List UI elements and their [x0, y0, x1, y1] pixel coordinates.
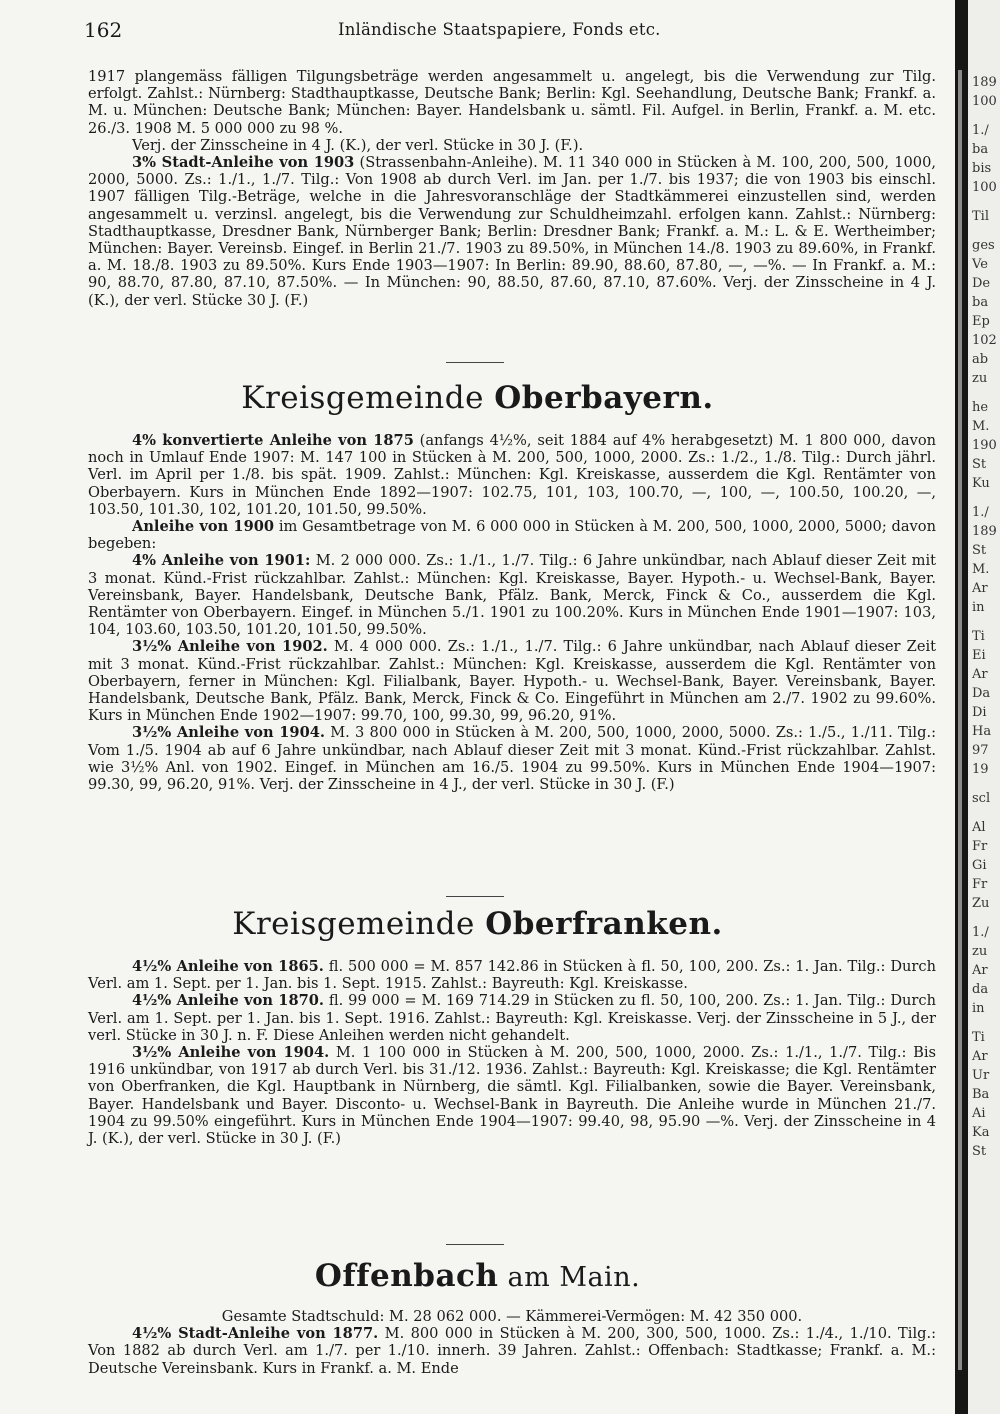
- facing-page-fragment: 97: [972, 743, 989, 758]
- facing-page-fragment: Ar: [972, 667, 988, 682]
- entry-anleihe-1870: [88, 992, 936, 1044]
- entry-body: M. 3 800 000 in Stücken à M. 200, 500, 1000, 2000, 5000. Zs.: 1./5., 1./11. Tilg.: Vom 1./5. 1904 ab auf 6 Jahre unkündbar, nach Ablauf dieser Zeit mit 3 monat. Künd.-Frist rückzahlbar. Zahlst. wie 3½% Anl. von 1902. Eingef. in München am 16./5. 1904 zu 99.50%. Kurs in München Ende 1904—1907: 99.30, 99, 96.20, 91%. Verj. der Zinsscheine in 4 J., der verl. Stücke in 30 J. (F.): [88, 724, 937, 794]
- facing-page-fragment: in: [972, 1001, 985, 1016]
- facing-page-fragment: ba: [972, 142, 989, 157]
- facing-page-edge: [968, 0, 1000, 1414]
- intro-verjaehrung: Verj. der Zinsscheine in 4 J. (K.), der verl. Stücke in 30 J. (F.).: [132, 136, 584, 154]
- oberbayern-block: [88, 432, 936, 793]
- facing-page-fragment: St: [972, 457, 987, 472]
- section-title-accent: Oberbayern.: [494, 380, 714, 416]
- facing-page-fragment: St: [972, 543, 987, 558]
- facing-page-fragment: Til: [972, 209, 989, 224]
- facing-page-fragment: zu: [972, 371, 988, 386]
- offenbach-block: [88, 1308, 936, 1377]
- facing-page-fragment: scl: [972, 791, 991, 806]
- facing-page-fragment: ba: [972, 295, 989, 310]
- entry-heading: Anleihe von 1900: [132, 518, 275, 536]
- entry-heading: 4½% Anleihe von 1870.: [132, 992, 324, 1010]
- facing-page-fragment: da: [972, 982, 989, 997]
- facing-page-fragment: Ar: [972, 1049, 988, 1064]
- intro-paragraph: 1917 plangemäss fälligen Tilgungsbeträge werden angesammelt u. angelegt, bis die Verwendung zur Tilg. erfolgt. Zahlst.: Nürnberg: Stadthauptkasse, Deutsche Bank; Berlin: Kgl. Seehandlung, Deutsche Bank; Frankf. a. M. u. München: Deutsche Bank; München: Bayer. Handelsbank u. sämtl. Fil. Aufgel. in Berlin, Frankf. a. M. etc. 26./3. 1908 M. 5 000 000 zu 98 %.: [88, 68, 936, 137]
- facing-page-fragment: 189: [972, 75, 997, 90]
- entry-body: im Gesamtbetrage von M. 6 000 000 in Stücken à M. 200, 500, 1000, 2000, 5000; davon begeben:: [88, 518, 936, 553]
- section-divider: [446, 896, 504, 897]
- entry-body: fl. 99 000 = M. 169 714.29 in Stücken zu fl. 50, 100, 200. Zs.: 1. Jan. Tilg.: Durch Verl. am 1. Sept. per 1. Jan. bis 1. Sept. 1916. Zahlst.: Bayreuth: Kgl. Kreiskasse. Verj. der Zinsscheine in 5 J., der verl. Stücke in 30 J. n. F. Diese Anleihen werden nicht gehandelt.: [88, 992, 936, 1044]
- entry-body: (anfangs 4½%, seit 1884 auf 4% herabgesetzt) M. 1 800 000, davon noch in Umlauf Ende 1907: M. 147 100 in Stücken à M. 200, 500, 1000, 2000. Zs.: 1./2., 1./8. Tilg.: Durch jährl. Verl. im April per 1./8. bis spät. 1909. Zahlst.: München: Kgl. Kreiskasse, ausserdem die Kgl. Rentämter von Oberbayern. Kurs in München Ende 1892—1907: 102.75, 101, 103, 100.70, —, 100, —, 100.50, 100.20, —, 103.50, 101.30, 102, 101.20, 101.50, 99.50%.: [88, 432, 937, 518]
- facing-page-fragment: Gi: [972, 858, 987, 873]
- facing-page-fragment: 1./: [972, 925, 989, 940]
- section-divider: [446, 1244, 504, 1245]
- facing-page-fragment: 102: [972, 333, 997, 348]
- facing-page-fragment: M.: [972, 419, 990, 434]
- entry-heading: 4½% Stadt-Anleihe von 1877.: [132, 1325, 379, 1343]
- facing-page-fragment: Al: [972, 820, 986, 835]
- section-title-rest: am Main.: [498, 1262, 641, 1293]
- page-number: 162: [84, 18, 123, 42]
- facing-page-fragment: in: [972, 600, 985, 615]
- entry-body: M. 1 100 000 in Stücken à M. 200, 500, 1000, 2000. Zs.: 1./1., 1./7. Tilg.: Bis 1916 unkündbar, von 1917 ab durch Verl. bis 31./12. 1936. Zahlst.: Bayreuth: Kgl. Kreiskasse; die Kgl. Rentämter von Oberfranken, die Kgl. Hauptbank in Nürnberg, die sämtl. Kgl. Filialbanken, sowie die Bayer. Vereinsbank, Bayer. Handelsbank und Bayer. Disconto- u. Wechsel-Bank in Bayreuth. Die Anleihe wurde in München 21./7. 1904 zu 99.50% eingeführt. Kurs in München Ende 1904—1907: 99.40, 98, 95.90 —%. Verj. der Zinsscheine in 4 J. (K.), der verl. Stücke in 30 J. (F.): [88, 1044, 936, 1148]
- section-title-prefix: Kreisgemeinde: [241, 380, 495, 416]
- facing-page-fragment: Fr: [972, 877, 988, 892]
- facing-page-fragment: Ku: [972, 476, 990, 491]
- intro-block: [88, 68, 936, 309]
- entry-anleihe-1904: [88, 724, 936, 793]
- facing-page-fragment: M.: [972, 562, 990, 577]
- facing-page-fragment: zu: [972, 944, 988, 959]
- facing-page-fragment: Ve: [972, 257, 988, 272]
- section-title-oberfranken: [0, 906, 955, 942]
- section-title-prefix: Kreisgemeinde: [232, 906, 486, 942]
- facing-page-fragment: 1./: [972, 123, 989, 138]
- entry-heading: 3% Stadt-Anleihe von 1903: [132, 154, 355, 172]
- section-title-accent: Offenbach: [314, 1258, 499, 1294]
- facing-page-fragment: ges: [972, 238, 995, 253]
- entry-stadt-anleihe-1903: [88, 154, 936, 309]
- facing-page-fragment: Ti: [972, 629, 985, 644]
- facing-page-fragment: 19: [972, 762, 989, 777]
- section-divider: [446, 362, 504, 363]
- entry-heading: 4½% Anleihe von 1865.: [132, 958, 324, 975]
- facing-page-fragment: Di: [972, 705, 987, 720]
- entry-heading: 4% konvertierte Anleihe von 1875: [132, 432, 414, 449]
- entry-body: M. 4 000 000. Zs.: 1./1., 1./7. Tilg.: 6 Jahre unkündbar, nach Ablauf dieser Zeit mit 3 monat. Künd.-Frist rückzahlbar. Zahlst.: München: Kgl. Kreiskasse, ausserdem die Kgl. Rentämter von Oberbayern, ferner in München: Kgl. Filialbank, Bayer. Hypoth.- u. Wechsel-Bank, Bayer. Vereinsbank, Bayer. Handelsbank, Deutsche Bank, Pfälz. Bank, Merck, Finck & Co. Eingeführt in München am 2./7. 1902 zu 99.60%. Kurs in München Ende 1902—1907: 99.70, 100, 99.30, 99, 96.20, 91%.: [88, 638, 936, 725]
- facing-page-fragment: 190: [972, 438, 997, 453]
- entry-body: (Strassenbahn-Anleihe). M. 11 340 000 in Stücken à M. 100, 200, 500, 1000, 2000, 5000. Zs.: 1./1., 1./7. Tilg.: Von 1908 ab durch Verl. im Jan. per 1./7. bis 1937; die von 1903 bis einschl. 1907 fälligen Tilg.-Beträge, welche in die Jahresvoranschläge der Stadtkämmerei einzustellen sind, werden angesammelt u. verzinsl. angelegt, bis die Verwendung zur Schuldheimzahl. erfolgen kann. Zahlst.: Nürnberg: Stadthauptkasse, Dresdner Bank, Nürnberger Bank; Berlin: Dresdner Bank; Frankf. a. M.: L. & E. Wertheimber; München: Bayer. Vereinsb. Eingef. in Berlin 21./7. 1903 zu 89.50%, in München 14./8. 1903 zu 89.60%, in Frankf. a. M. 18./8. 1903 zu 89.50%. Kurs Ende 1903—1907: In Berlin: 89.90, 88.60, 87.80, —, —%. — In Frankf. a. M.: 90, 88.70, 87.80, 87.10, 87.50%. — In München: 90, 88.50, 87.60, 87.10, 87.60%. Verj. der Zinsscheine in 4 J. (K.), der verl. Stücke 30 J. (F.): [88, 154, 936, 309]
- section-title-offenbach: [0, 1258, 955, 1294]
- facing-page-fragment: 1./: [972, 505, 989, 520]
- facing-page-fragment: Ar: [972, 963, 988, 978]
- entry-body: fl. 500 000 = M. 857 142.86 in Stücken à fl. 50, 100, 200. Zs.: 1. Jan. Tilg.: Durch Verl. am 1. Sept. per 1. Jan. bis 1. Sept. 1915. Zahlst.: Bayreuth: Kgl. Kreiskasse.: [88, 958, 936, 993]
- entry-body: M. 2 000 000. Zs.: 1./1., 1./7. Tilg.: 6 Jahre unkündbar, nach Ablauf dieser Zeit mit 3 monat. Künd.-Frist rückzahlbar. Zahlst.: München: Kgl. Kreiskasse, Bayer. Hypoth.- u. Wechsel-Bank, Bayer. Vereinsbank, Bayer. Handelsbank, Deutsche Bank, Pfälz. Bank, Merck, Finck & Co., ausserdem die Kgl. Rentämter von Oberbayern. Eingef. in München 5./1. 1901 zu 100.20%. Kurs in München Ende 1901—1907: 103, 104, 103.60, 103.50, 101.20, 101.50, 99.50%.: [88, 552, 937, 639]
- entry-heading: 3½% Anleihe von 1902.: [132, 638, 328, 656]
- facing-page-fragment: Ti: [972, 1030, 985, 1045]
- oberfranken-block: [88, 958, 936, 1147]
- section-title-oberbayern: [0, 380, 955, 416]
- facing-page-fragment: Ei: [972, 648, 986, 663]
- facing-page-fragment: Da: [972, 686, 991, 701]
- entry-heading: 3½% Anleihe von 1904.: [132, 724, 325, 742]
- facing-page-fragment: Zu: [972, 896, 990, 911]
- entry-anleihe-1875: [88, 432, 936, 518]
- facing-page-fragment: 189: [972, 524, 997, 539]
- facing-page-fragment: Ai: [972, 1106, 986, 1121]
- gutter-edge: [958, 70, 962, 1370]
- facing-page-fragment: 100: [972, 94, 997, 109]
- running-title: Inländische Staatspapiere, Fonds etc.: [338, 20, 661, 39]
- entry-anleihe-1904-oberfranken: [88, 1044, 936, 1147]
- section-title-accent: Oberfranken.: [485, 906, 723, 942]
- facing-page-fragment: Ep: [972, 314, 990, 329]
- facing-page-fragment: ab: [972, 352, 989, 367]
- facing-page-fragment: De: [972, 276, 991, 291]
- facing-page-fragment: Fr: [972, 839, 988, 854]
- facing-page-fragment: Ur: [972, 1068, 990, 1083]
- page-header: [84, 18, 944, 48]
- facing-page-fragment: Ka: [972, 1125, 990, 1140]
- entry-heading: 3½% Anleihe von 1904.: [132, 1044, 330, 1062]
- facing-page-fragment: bis: [972, 161, 992, 176]
- facing-page-fragment: 100: [972, 180, 997, 195]
- entry-stadt-anleihe-1877: [88, 1325, 936, 1377]
- entry-body: M. 800 000 in Stücken à M. 200, 300, 500, 1000. Zs.: 1./4., 1./10. Tilg.: Von 1882 ab durch Verl. am 1./7. per 1./10. innerh. 39 Jahren. Zahlst.: Offenbach: Stadtkasse; Frankf. a. M.: Deutsche Vereinsbank. Kurs in Frankf. a. M. Ende: [88, 1325, 937, 1377]
- entry-anleihe-1901: [88, 552, 936, 638]
- entry-anleihe-1900: [88, 518, 936, 552]
- facing-page-fragment: St: [972, 1144, 987, 1159]
- facing-page-fragment: Ha: [972, 724, 992, 739]
- facing-page-fragment: Ba: [972, 1087, 990, 1102]
- entry-anleihe-1902: [88, 638, 936, 724]
- facing-page-fragment: Ar: [972, 581, 988, 596]
- facing-page-fragment: he: [972, 400, 989, 415]
- entry-anleihe-1865: [88, 958, 936, 992]
- entry-heading: 4% Anleihe von 1901:: [132, 552, 311, 570]
- offenbach-summary: Gesamte Stadtschuld: M. 28 062 000. — Kämmerei-Vermögen: M. 42 350 000.: [221, 1308, 803, 1325]
